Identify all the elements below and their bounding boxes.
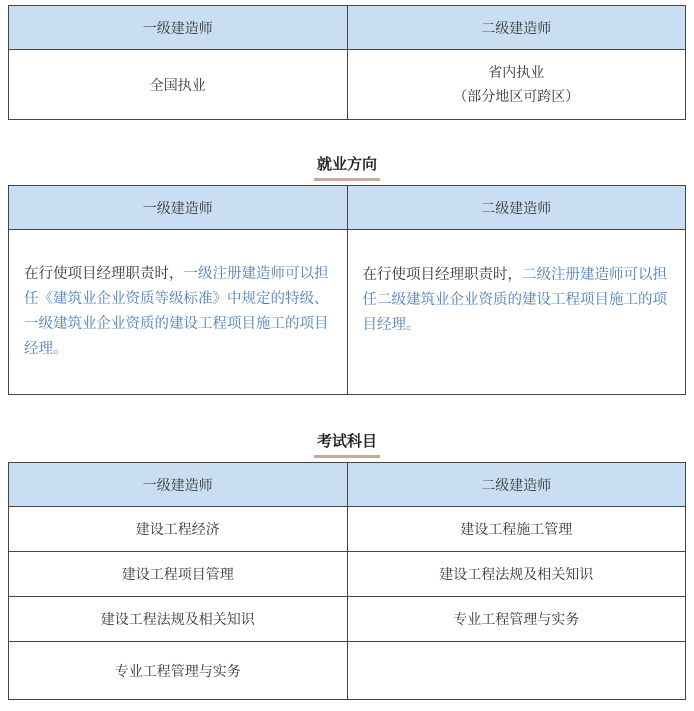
scope-level2-note: （部分地区可跨区） bbox=[453, 88, 580, 105]
employment-level2-highlight: 二级注册建造师可以担任二级建筑业企业资质的建设工程项目施工的项目经理。 bbox=[362, 267, 667, 333]
table-row bbox=[9, 50, 686, 120]
header-level1: 一级建造师 bbox=[9, 463, 348, 507]
employment-table bbox=[8, 185, 686, 395]
scope-level2 bbox=[347, 50, 686, 120]
header-level2: 二级建造师 bbox=[347, 186, 686, 230]
exam-subject-level2: 专业工程管理与实务 bbox=[347, 597, 686, 642]
header-level2: 二级建造师 bbox=[347, 6, 686, 50]
table-header-row bbox=[9, 6, 686, 50]
exam-subject-level2: 建设工程法规及相关知识 bbox=[347, 552, 686, 597]
scope-level2-main: 省内执业 bbox=[488, 64, 545, 81]
employment-level2-text bbox=[347, 230, 686, 395]
exam-subject-level2: 建设工程施工管理 bbox=[347, 507, 686, 552]
table-row bbox=[9, 597, 686, 642]
exam-subjects-table bbox=[8, 462, 686, 700]
scope-level1: 全国执业 bbox=[9, 50, 348, 120]
exam-subject-level1: 建设工程项目管理 bbox=[9, 552, 348, 597]
table-header-row bbox=[9, 463, 686, 507]
exam-subject-level1: 建设工程经济 bbox=[9, 507, 348, 552]
exam-subject-level1: 专业工程管理与实务 bbox=[9, 642, 348, 700]
employment-level1-prefix: 在行使项目经理职责时， bbox=[24, 266, 184, 282]
practice-scope-table bbox=[8, 5, 686, 120]
table-header-row bbox=[9, 186, 686, 230]
employment-level1-highlight: 一级注册建造师可以担任《建筑业企业资质等级标准》中规定的特级、一级建筑业企业资质的建设工程项目施工的项目经理。 bbox=[24, 266, 329, 357]
employment-level1-text bbox=[9, 230, 348, 395]
header-level2: 二级建造师 bbox=[347, 463, 686, 507]
section-title-employment: 就业方向 bbox=[0, 153, 694, 181]
table-row bbox=[9, 230, 686, 395]
exam-subject-level2 bbox=[347, 642, 686, 700]
header-level1: 一级建造师 bbox=[9, 6, 348, 50]
exam-subject-level1: 建设工程法规及相关知识 bbox=[9, 597, 348, 642]
employment-level2-prefix: 在行使项目经理职责时， bbox=[362, 267, 522, 283]
header-level1: 一级建造师 bbox=[9, 186, 348, 230]
table-row bbox=[9, 552, 686, 597]
section-title-exam: 考试科目 bbox=[0, 430, 694, 458]
table-row bbox=[9, 642, 686, 700]
table-row bbox=[9, 507, 686, 552]
